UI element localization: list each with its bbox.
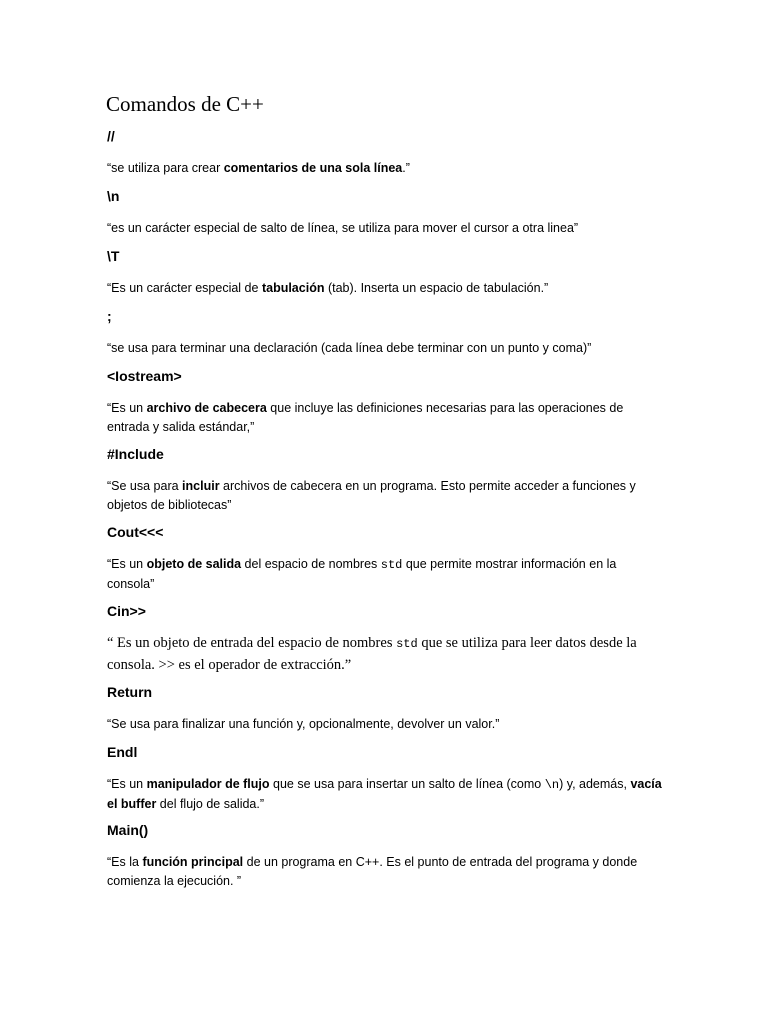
- description-text: “ Es un objeto de entrada del espacio de nombres: [107, 635, 397, 651]
- description-text: de un programa en C++. Es el punto de entrada del programa y donde comienza la ejecución. ”: [107, 855, 638, 888]
- section-heading: Endl: [107, 744, 138, 760]
- section-description: [107, 219, 667, 238]
- description-text: que incluye las definiciones necesarias para las operaciones de entrada y salida estándar,”: [107, 401, 624, 434]
- section-cout: [107, 523, 667, 594]
- section-newline: [107, 187, 667, 238]
- description-text: que se usa para insertar un salto de línea (como: [269, 777, 545, 791]
- bold-text: archivo de cabecera: [146, 401, 267, 415]
- code-text: \n: [544, 778, 560, 792]
- description-text: ) y, además,: [559, 777, 631, 791]
- bold-text: objeto de salida: [146, 557, 242, 571]
- section-description: [107, 339, 667, 358]
- description-text: “Se usa para finalizar una función y, opcionalmente, devolver un valor.”: [107, 717, 500, 731]
- section-heading: \T: [107, 248, 120, 264]
- section-description: [107, 279, 667, 298]
- description-text: “se usa para terminar una declaración (cada línea debe terminar con un punto y coma)”: [107, 341, 592, 355]
- code-text: std: [380, 558, 403, 572]
- section-description: [107, 633, 667, 676]
- description-text: (tab). Inserta un espacio de tabulación.”: [324, 281, 549, 295]
- section-heading: ;: [107, 308, 112, 324]
- description-text: “Es un: [107, 777, 147, 791]
- description-text: “Se usa para: [107, 479, 183, 493]
- description-text: .”: [402, 161, 410, 175]
- section-description: [107, 775, 667, 814]
- page-title: Comandos de C++: [106, 92, 264, 116]
- bold-text: tabulación: [261, 281, 325, 295]
- description-text: del flujo de salida.”: [156, 797, 265, 811]
- section-heading: Cout<<<: [107, 524, 164, 540]
- section-main: [107, 821, 667, 891]
- section-description: [107, 555, 667, 594]
- section-description: [107, 399, 667, 437]
- description-text: “Es un: [107, 401, 147, 415]
- bold-text: función principal: [142, 855, 244, 869]
- section-heading: <Iostream>: [107, 368, 182, 384]
- code-text: std: [396, 637, 418, 651]
- bold-text: incluir: [182, 479, 220, 493]
- section-description: [107, 853, 667, 891]
- section-iostream: [107, 367, 667, 437]
- section-include: [107, 445, 667, 515]
- description-text: “se utiliza para crear: [107, 161, 224, 175]
- section-tab: [107, 247, 667, 298]
- section-heading: Cin>>: [107, 603, 146, 619]
- section-heading: Main(): [107, 822, 149, 838]
- bold-text: vacía el buffer: [107, 777, 662, 811]
- section-cin: [107, 602, 667, 676]
- bold-text: manipulador de flujo: [146, 777, 270, 791]
- section-endl: [107, 743, 667, 814]
- description-text: “es un carácter especial de salto de línea, se utiliza para mover el cursor a otra linea”: [107, 221, 579, 235]
- description-text: archivos de cabecera en un programa. Esto permite acceder a funciones y objetos de bibliotecas”: [107, 479, 636, 512]
- section-description: [107, 715, 667, 734]
- description-text: “Es un: [107, 557, 147, 571]
- section-comment: [107, 127, 667, 178]
- section-description: [107, 159, 667, 178]
- section-semicolon: [107, 307, 667, 358]
- section-heading: #Include: [107, 446, 164, 462]
- description-text: “Es un carácter especial de: [107, 281, 262, 295]
- bold-text: comentarios de una sola línea: [223, 161, 403, 175]
- section-heading: Return: [107, 684, 153, 700]
- description-text: que se utiliza para leer datos desde la consola. >> es el operador de extracción.”: [107, 635, 637, 673]
- section-heading: \n: [107, 188, 120, 204]
- description-text: del espacio de nombres: [241, 557, 381, 571]
- description-text: “Es la: [107, 855, 143, 869]
- description-text: que permite mostrar información en la consola”: [107, 557, 617, 591]
- section-return: [107, 683, 667, 734]
- section-heading: //: [107, 128, 115, 144]
- section-description: [107, 477, 667, 515]
